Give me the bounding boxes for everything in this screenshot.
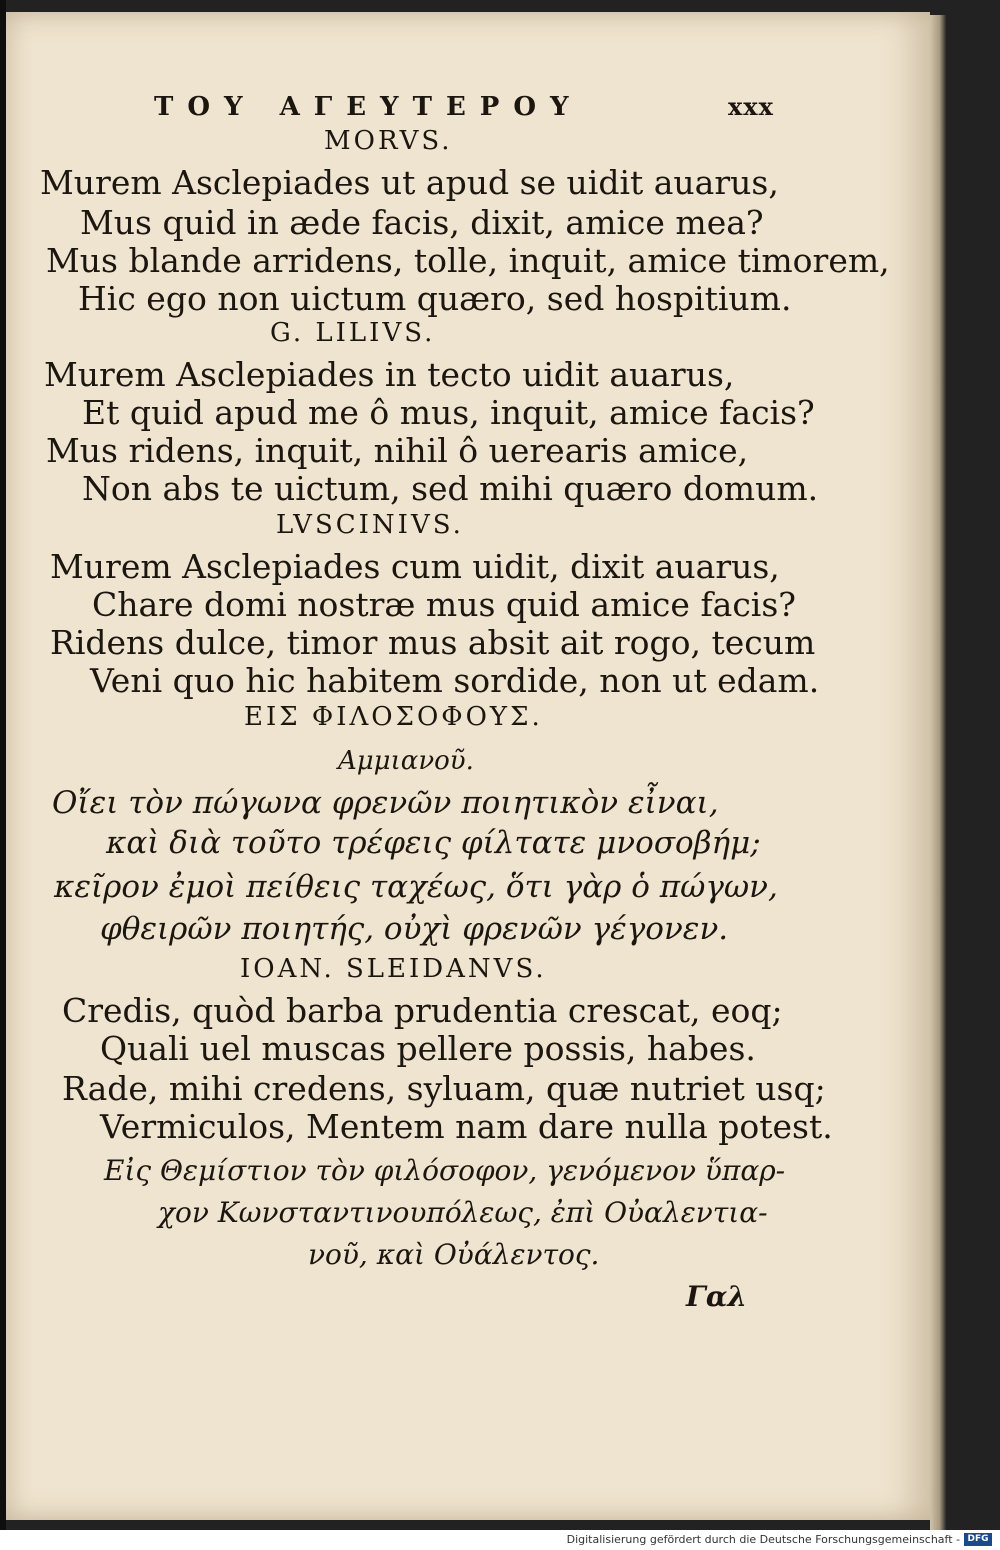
- section-subheading: Αμμιανοῦ.: [338, 746, 474, 776]
- verse-line: Chare domi nostræ mus quid amice facis?: [92, 585, 796, 624]
- verse-line: καὶ διὰ τοῦτο τρέφεις φίλτατε μνοσοβήμ;: [106, 825, 761, 861]
- verse-line: Vermiculos, Mentem nam dare nulla potest.: [100, 1107, 833, 1146]
- verse-line: Mus quid in æde facis, dixit, amice mea?: [80, 203, 764, 242]
- verse-line: Mus ridens, inquit, nihil ô uerearis amice,: [46, 431, 749, 470]
- verse-line: φθειρῶν ποιητής, οὐχὶ φρενῶν γέγονεν.: [100, 911, 729, 947]
- running-head: TOY ΑΓΕΥΤΕΡΟΥ: [154, 92, 583, 122]
- verse-line: Mus blande arridens, tolle, inquit, amice timorem,: [46, 241, 890, 280]
- verse-line: Ridens dulce, timor mus absit ait rogo, tecum: [50, 623, 816, 662]
- epigram-title-line: χον Κωνσταντινουπόλεως, ἐπὶ Οὐαλεντια-: [158, 1196, 768, 1229]
- verse-line: Οἴει τὸν πώγωνα φρενῶν ποιητικὸν εἶναι,: [52, 785, 719, 821]
- section-heading: MORVS.: [324, 126, 453, 156]
- epigram-title-line: Εἰς Θεμίστιον τὸν φιλόσοφον, γενόμενον ὕπαρ-: [104, 1154, 786, 1187]
- verse-line: Non abs te uictum, sed mihi quæro domum.: [82, 469, 819, 508]
- page-folio: xxx: [728, 92, 774, 121]
- verse-line: Rade, mihi credens, syluam, quæ nutriet usq;: [62, 1069, 826, 1108]
- catchword: Γαλ: [686, 1280, 748, 1313]
- funding-credit: Digitalisierung gefördert durch die Deutsche Forschungsgemeinschaft -: [566, 1533, 960, 1546]
- dfg-logo: DFG: [964, 1533, 992, 1546]
- verse-line: Murem Asclepiades ut apud se uidit auarus,: [40, 163, 779, 202]
- verse-line: Quali uel muscas pellere possis, habes.: [100, 1029, 756, 1068]
- footer-bar: [0, 1530, 1000, 1550]
- section-heading: LVSCINIVS.: [276, 510, 464, 540]
- book-page: [6, 12, 930, 1520]
- section-heading: ΕΙΣ ΦΙΛΟΣΟΦΟΥΣ.: [244, 702, 543, 732]
- epigram-title-line: νοῦ, καὶ Οὐάλεντος.: [308, 1238, 600, 1271]
- verse-line: Et quid apud me ô mus, inquit, amice facis?: [82, 393, 815, 432]
- verse-line: Murem Asclepiades in tecto uidit auarus,: [44, 355, 735, 394]
- verse-line: Hic ego non uictum quæro, sed hospitium.: [78, 279, 792, 318]
- verse-line: κεῖρον ἐμοὶ πείθεις ταχέως, ὅτι γὰρ ὁ πώγων,: [54, 869, 778, 905]
- page-fore-edge: [930, 15, 946, 1530]
- verse-line: Veni quo hic habitem sordide, non ut edam.: [90, 661, 820, 700]
- section-heading: G. LILIVS.: [270, 318, 436, 348]
- verse-line: Murem Asclepiades cum uidit, dixit auarus,: [50, 547, 780, 586]
- section-heading: IOAN. SLEIDANVS.: [240, 954, 547, 984]
- verse-line: Credis, quòd barba prudentia crescat, eoq;: [62, 991, 783, 1030]
